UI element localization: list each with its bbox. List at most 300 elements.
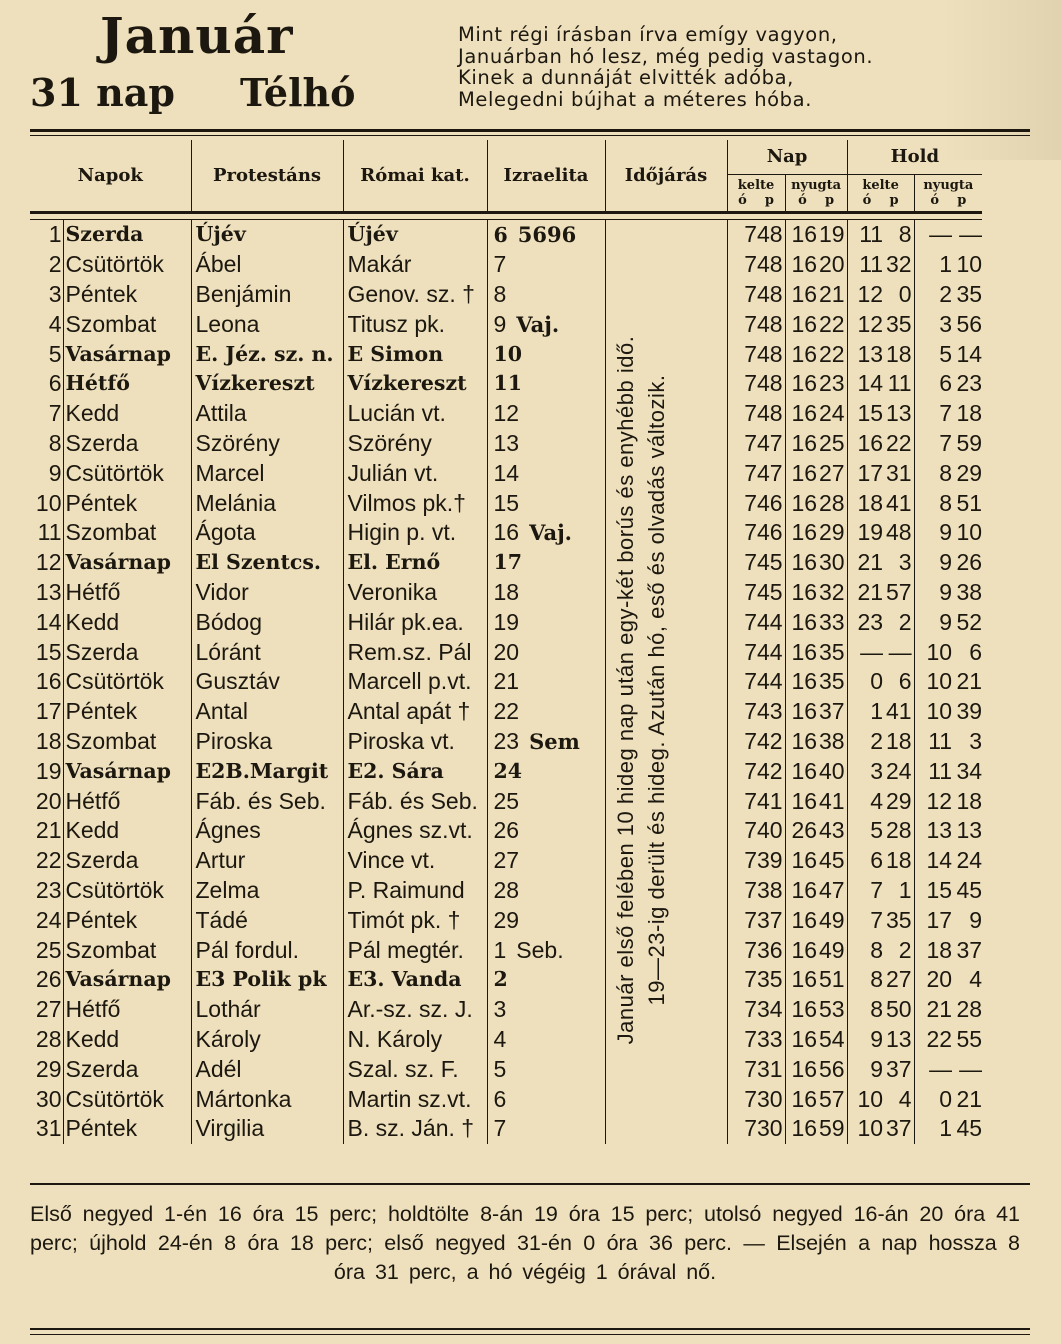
jewish-date: 9 Vaj. — [487, 310, 605, 340]
sunset-minute: 51 — [817, 965, 847, 995]
moonrise-minute: 48 — [883, 518, 914, 548]
sunset-minute: 45 — [817, 846, 847, 876]
sunrise-minute: 47 — [757, 459, 785, 489]
moonrise-minute: 37 — [883, 1055, 914, 1085]
protestant-name: E. Jéz. sz. n. — [191, 340, 343, 370]
sunrise-hour: 7 — [744, 251, 757, 278]
col-hold-nyugta: nyugta ó p — [923, 177, 974, 208]
protestant-name: Melánia — [191, 489, 343, 519]
table-row — [30, 1025, 982, 1055]
moonrise-minute: — — [883, 638, 914, 668]
sunrise-hour: 7 — [744, 966, 757, 993]
moonrise-hour: 15 — [857, 400, 884, 427]
sunrise-hour: 7 — [744, 221, 757, 247]
sunrise-minute: 39 — [757, 846, 785, 876]
catholic-name: Ágnes sz.vt. — [343, 816, 487, 846]
jewish-date: 8 — [487, 280, 605, 310]
table-bottom-rule — [30, 1183, 1030, 1185]
weather-line-1: Január első felében 10 hideg nap után egy-két borús és enyhébb idő. — [613, 335, 638, 1045]
table-row — [30, 697, 982, 727]
sunset-hour: 16 — [791, 251, 818, 278]
col-idojaras: Időjárás — [605, 140, 727, 212]
moonrise-minute: 24 — [883, 757, 914, 787]
jewish-date: 23 Sem — [487, 727, 605, 757]
moonrise-minute: 18 — [883, 846, 914, 876]
moonrise-hour: 10 — [857, 1115, 884, 1142]
day-name: Csütörtök — [63, 1085, 191, 1115]
moonset-minute: 26 — [956, 549, 983, 576]
moonrise-minute: 4 — [883, 1085, 914, 1115]
table-row — [30, 1055, 982, 1085]
table-row — [30, 1085, 982, 1115]
protestant-name: E3 Polik pk — [191, 965, 343, 995]
moonset-hour: 3 — [939, 310, 953, 337]
sunrise-minute: 47 — [757, 429, 785, 459]
moonset-hour: 9 — [939, 579, 953, 606]
sunrise-minute: 35 — [757, 965, 785, 995]
moonrise-hour: — — [860, 638, 884, 665]
sunrise-hour: 7 — [744, 996, 757, 1023]
moonrise-hour: 7 — [870, 877, 884, 904]
sunrise-hour: 7 — [744, 668, 757, 695]
moonset-hour: 17 — [926, 906, 953, 933]
moonrise-minute: 13 — [883, 1025, 914, 1055]
sunrise-hour: 7 — [744, 757, 757, 784]
moonset-minute: 34 — [956, 757, 983, 784]
jewish-date: 6 — [487, 1085, 605, 1115]
sunrise-minute: 42 — [757, 727, 785, 757]
sunrise-hour: 7 — [744, 936, 757, 963]
jewish-date: 5 — [487, 1055, 605, 1085]
jewish-date: 7 — [487, 1114, 605, 1144]
moon-phase-note: Első negyed 1-én 16 óra 15 perc; holdtölte 8-án 19 óra 15 perc; utolsó negyed 16-án 20 óra 41 perc; újhold 24-én 8 óra 18 perc; első negyed 31-én 0 óra 36 perc. — Elsején a nap hossza 8 óra 31 perc, a hó végéig 1 órával nő. — [30, 1202, 1020, 1284]
sunrise-hour: 7 — [744, 1055, 757, 1082]
catholic-name: Makár — [343, 250, 487, 280]
moonrise-hour: 17 — [857, 459, 884, 486]
sunrise-minute: 45 — [757, 578, 785, 608]
col-hold: Hold — [847, 140, 982, 174]
day-name: Hétfő — [63, 995, 191, 1025]
sunset-minute: 24 — [817, 399, 847, 429]
day-number: 6 — [30, 369, 63, 399]
sunset-hour: 16 — [791, 579, 818, 606]
sunset-hour: 16 — [791, 1115, 818, 1142]
sunset-minute: 41 — [817, 787, 847, 817]
protestant-name: Adél — [191, 1055, 343, 1085]
sunrise-hour: 7 — [744, 549, 757, 576]
moonrise-hour: 8 — [870, 936, 884, 963]
day-number: 7 — [30, 399, 63, 429]
sunset-hour: 16 — [791, 430, 818, 457]
day-name: Vasárnap — [63, 548, 191, 578]
table-row — [30, 489, 982, 519]
moonset-hour: — — [929, 221, 953, 247]
sunset-hour: 16 — [791, 221, 818, 247]
sunset-hour: 16 — [791, 906, 818, 933]
sunrise-hour: 7 — [744, 877, 757, 904]
moonset-minute: 55 — [956, 1026, 983, 1053]
sunset-minute: 47 — [817, 876, 847, 906]
col-nap: Nap — [727, 140, 847, 174]
jewish-date: 18 — [487, 578, 605, 608]
day-name: Hétfő — [63, 369, 191, 399]
protestant-name: Tádé — [191, 906, 343, 936]
moonrise-hour: 6 — [870, 847, 884, 874]
moonset-hour: 1 — [939, 251, 953, 278]
moonset-minute: 21 — [956, 1085, 983, 1112]
sunrise-minute: 42 — [757, 757, 785, 787]
day-number: 17 — [30, 697, 63, 727]
moonrise-minute: 27 — [883, 965, 914, 995]
header-double-rule — [30, 212, 982, 219]
moonset-hour: 2 — [939, 281, 953, 308]
moonrise-hour: 1 — [870, 698, 884, 725]
moonset-minute: 37 — [956, 936, 983, 963]
protestant-name: Fáb. és Seb. — [191, 787, 343, 817]
sunset-hour: 16 — [791, 489, 818, 516]
sunset-hour: 16 — [791, 638, 818, 665]
moonset-hour: 6 — [939, 370, 953, 397]
table-row — [30, 727, 982, 757]
poem-line: Mint régi írásban írva emígy vagyon, — [458, 23, 838, 46]
day-name: Csütörtök — [63, 667, 191, 697]
day-name: Péntek — [63, 906, 191, 936]
table-row — [30, 310, 982, 340]
jewish-date: 15 — [487, 489, 605, 519]
sunrise-hour: 7 — [744, 817, 757, 844]
table-row — [30, 399, 982, 429]
jewish-date: 13 — [487, 429, 605, 459]
moonrise-minute: 41 — [883, 697, 914, 727]
moonrise-hour: 9 — [870, 1026, 884, 1053]
sunset-hour: 16 — [791, 519, 818, 546]
moonrise-minute: 29 — [883, 787, 914, 817]
sunrise-minute: 36 — [757, 936, 785, 966]
moonrise-hour: 14 — [857, 370, 884, 397]
bottom-rule — [30, 1328, 1030, 1330]
sunset-hour: 16 — [791, 1085, 818, 1112]
sunset-minute: 33 — [817, 608, 847, 638]
moonset-minute: 38 — [956, 579, 983, 606]
moonset-minute: 18 — [956, 400, 983, 427]
sunset-minute: 21 — [817, 280, 847, 310]
table-row — [30, 548, 982, 578]
sunset-hour: 16 — [791, 1055, 818, 1082]
moonset-hour: 1 — [939, 1115, 953, 1142]
day-name: Csütörtök — [63, 459, 191, 489]
catholic-name: Hilár pk.ea. — [343, 608, 487, 638]
sunset-hour: 16 — [791, 847, 818, 874]
sunrise-minute: 40 — [757, 816, 785, 846]
moonset-hour: 18 — [926, 936, 953, 963]
table-row — [30, 219, 982, 250]
moonrise-minute: 22 — [883, 429, 914, 459]
day-number: 28 — [30, 1025, 63, 1055]
protestant-name: Vidor — [191, 578, 343, 608]
jewish-date: 1 Seb. — [487, 936, 605, 966]
sunset-minute: 37 — [817, 697, 847, 727]
catholic-name: Vince vt. — [343, 846, 487, 876]
sunrise-hour: 7 — [744, 1026, 757, 1053]
sunset-minute: 56 — [817, 1055, 847, 1085]
day-number: 24 — [30, 906, 63, 936]
sunset-hour: 16 — [791, 728, 818, 755]
moonrise-hour: 23 — [857, 608, 884, 635]
sunset-minute: 49 — [817, 906, 847, 936]
moonrise-hour: 0 — [870, 668, 884, 695]
catholic-name: Timót pk. † — [343, 906, 487, 936]
sunrise-hour: 7 — [744, 698, 757, 725]
protestant-name: Gusztáv — [191, 667, 343, 697]
table-row — [30, 995, 982, 1025]
jewish-date: 27 — [487, 846, 605, 876]
jewish-date: 22 — [487, 697, 605, 727]
sunset-hour: 16 — [791, 996, 818, 1023]
moonrise-hour: 19 — [857, 519, 884, 546]
moonset-minute: 52 — [956, 608, 983, 635]
jewish-date: 11 — [487, 369, 605, 399]
jewish-date: 6 5696 — [487, 219, 605, 250]
sunrise-minute: 31 — [757, 1055, 785, 1085]
moonset-minute: 9 — [969, 906, 983, 933]
month-poem — [458, 24, 873, 110]
sunrise-hour: 7 — [744, 728, 757, 755]
table-row — [30, 846, 982, 876]
moonrise-hour: 11 — [859, 221, 884, 247]
sunrise-minute: 46 — [757, 518, 785, 548]
moonset-hour: — — [929, 1055, 953, 1082]
moonset-minute: — — [959, 221, 983, 247]
sunrise-minute: 30 — [757, 1114, 785, 1144]
table-row — [30, 757, 982, 787]
moonset-hour: 9 — [939, 608, 953, 635]
moonrise-hour: 21 — [857, 579, 884, 606]
day-number: 2 — [30, 250, 63, 280]
moonset-hour: 8 — [939, 489, 953, 516]
table-row — [30, 876, 982, 906]
bottom-rule-thin — [30, 1334, 1030, 1335]
catholic-name: Antal apát † — [343, 697, 487, 727]
sunrise-hour: 7 — [744, 340, 757, 367]
sunset-hour: 16 — [791, 370, 818, 397]
moonset-minute: 59 — [956, 430, 983, 457]
catholic-name: Veronika — [343, 578, 487, 608]
sunset-hour: 16 — [791, 698, 818, 725]
moonrise-hour: 2 — [870, 728, 884, 755]
sunrise-hour: 7 — [744, 847, 757, 874]
moonrise-hour: 5 — [870, 817, 884, 844]
weather-line-2: 19—23-ig derült és hideg. Azután hó, eső és olvadás változik. — [644, 374, 669, 1006]
protestant-name: Attila — [191, 399, 343, 429]
day-name: Péntek — [63, 1114, 191, 1144]
sunset-minute: 40 — [817, 757, 847, 787]
sunset-minute: 35 — [817, 667, 847, 697]
sunset-hour: 16 — [791, 966, 818, 993]
moonset-hour: 22 — [926, 1026, 953, 1053]
sunset-minute: 29 — [817, 518, 847, 548]
table-row — [30, 340, 982, 370]
protestant-name: Mártonka — [191, 1085, 343, 1115]
sunrise-minute: 30 — [757, 1085, 785, 1115]
moonset-minute: 23 — [956, 370, 983, 397]
moonset-minute: 18 — [956, 787, 983, 814]
col-hold-kelte: kelte ó p — [847, 174, 914, 212]
jewish-note: Vaj. — [516, 311, 560, 337]
day-number: 11 — [30, 518, 63, 548]
day-name: Szerda — [63, 846, 191, 876]
moonrise-minute: 28 — [883, 816, 914, 846]
moonset-hour: 14 — [926, 847, 953, 874]
moonset-hour: 13 — [926, 817, 953, 844]
sunrise-minute: 48 — [757, 340, 785, 370]
jewish-date: 16 Vaj. — [487, 518, 605, 548]
weather-column — [600, 210, 720, 1170]
sunset-hour: 16 — [791, 608, 818, 635]
moonset-minute: 4 — [969, 966, 983, 993]
protestant-name: E2B.Margit — [191, 757, 343, 787]
table-row — [30, 787, 982, 817]
protestant-name: Ágota — [191, 518, 343, 548]
poem-line: Januárban hó lesz, még pedig vastagon. — [458, 44, 874, 68]
sunrise-hour: 7 — [744, 310, 757, 337]
table-row — [30, 608, 982, 638]
catholic-name: Genov. sz. † — [343, 280, 487, 310]
day-number: 3 — [30, 280, 63, 310]
sunrise-minute: 33 — [757, 1025, 785, 1055]
moonrise-minute: 41 — [883, 489, 914, 519]
day-number: 5 — [30, 340, 63, 370]
moonrise-minute: 35 — [883, 906, 914, 936]
sunrise-hour: 7 — [744, 638, 757, 665]
catholic-name: P. Raimund — [343, 876, 487, 906]
poem-line: Kinek a dunnáját elvitték adóba, — [458, 66, 794, 89]
page-bleed — [941, 0, 1061, 160]
sunrise-minute: 37 — [757, 906, 785, 936]
moonrise-hour: 12 — [857, 281, 884, 308]
protestant-name: Lóránt — [191, 638, 343, 668]
protestant-name: Benjámin — [191, 280, 343, 310]
table-row — [30, 369, 982, 399]
moonset-hour: 20 — [926, 966, 953, 993]
day-name: Kedd — [63, 816, 191, 846]
moonset-minute: 45 — [956, 877, 983, 904]
table-row — [30, 459, 982, 489]
catholic-name: Vízkereszt — [343, 369, 487, 399]
weather-text — [610, 210, 710, 1170]
month-days: 31 nap — [30, 70, 175, 115]
moonset-hour: 5 — [939, 340, 953, 367]
moonset-minute: 10 — [956, 251, 983, 278]
day-number: 14 — [30, 608, 63, 638]
sunset-minute: 30 — [817, 548, 847, 578]
sunrise-minute: 44 — [757, 667, 785, 697]
table-row — [30, 578, 982, 608]
jewish-note: Vaj. — [529, 520, 572, 546]
day-name: Kedd — [63, 399, 191, 429]
sunrise-minute: 48 — [757, 399, 785, 429]
catholic-name: E2. Sára — [343, 757, 487, 787]
day-name: Péntek — [63, 489, 191, 519]
moonrise-minute: 18 — [883, 727, 914, 757]
day-number: 18 — [30, 727, 63, 757]
sunrise-minute: 48 — [757, 310, 785, 340]
sunset-minute: 35 — [817, 638, 847, 668]
day-name: Szerda — [63, 429, 191, 459]
jewish-date: 3 — [487, 995, 605, 1025]
protestant-name: Bódog — [191, 608, 343, 638]
sunset-minute: 22 — [817, 340, 847, 370]
moonset-minute: 24 — [956, 847, 983, 874]
moonset-hour: 9 — [939, 549, 953, 576]
moonrise-minute: 8 — [883, 219, 914, 250]
protestant-name: Szörény — [191, 429, 343, 459]
jewish-date: 2 — [487, 965, 605, 995]
jewish-date: 26 — [487, 816, 605, 846]
day-number: 8 — [30, 429, 63, 459]
catholic-name: Lucián vt. — [343, 399, 487, 429]
sunset-hour: 16 — [791, 340, 818, 367]
moonrise-minute: 2 — [883, 608, 914, 638]
sunrise-hour: 7 — [744, 400, 757, 427]
sunset-minute: 38 — [817, 727, 847, 757]
sunset-minute: 23 — [817, 369, 847, 399]
moonset-hour: 8 — [939, 459, 953, 486]
moonrise-hour: 4 — [870, 787, 884, 814]
moonset-minute: 56 — [956, 310, 983, 337]
moonset-hour: 7 — [939, 400, 953, 427]
moonrise-hour: 12 — [857, 310, 884, 337]
catholic-name: Szal. sz. F. — [343, 1055, 487, 1085]
moonrise-minute: 57 — [883, 578, 914, 608]
sunrise-minute: 34 — [757, 995, 785, 1025]
sunrise-hour: 7 — [744, 519, 757, 546]
day-number: 25 — [30, 936, 63, 966]
moonset-hour: 10 — [926, 668, 953, 695]
catholic-name: E Simon — [343, 340, 487, 370]
moonset-hour: 11 — [928, 757, 953, 784]
month-alt-name: Télhó — [240, 70, 356, 115]
moonset-minute: — — [959, 1055, 983, 1082]
sunrise-minute: 38 — [757, 876, 785, 906]
sunrise-hour: 7 — [744, 787, 757, 814]
day-name: Csütörtök — [63, 876, 191, 906]
moonrise-minute: 1 — [883, 876, 914, 906]
day-name: Szombat — [63, 310, 191, 340]
catholic-name: Ar.-sz. sz. J. — [343, 995, 487, 1025]
protestant-name: Pál fordul. — [191, 936, 343, 966]
sunset-minute: 49 — [817, 936, 847, 966]
catholic-name: Julián vt. — [343, 459, 487, 489]
day-number: 19 — [30, 757, 63, 787]
moonset-hour: 0 — [939, 1085, 953, 1112]
moonset-hour: 10 — [926, 698, 953, 725]
sunset-minute: 57 — [817, 1085, 847, 1115]
col-izraelita: Izraelita — [487, 140, 605, 212]
catholic-name: Rem.sz. Pál — [343, 638, 487, 668]
day-name: Vasárnap — [63, 965, 191, 995]
moonrise-hour: 8 — [870, 966, 884, 993]
day-name: Hétfő — [63, 578, 191, 608]
sunrise-hour: 7 — [744, 430, 757, 457]
table-row — [30, 429, 982, 459]
protestant-name: Marcel — [191, 459, 343, 489]
moonrise-hour: 10 — [857, 1085, 884, 1112]
moonrise-minute: 6 — [883, 667, 914, 697]
day-name: Vasárnap — [63, 340, 191, 370]
day-number: 23 — [30, 876, 63, 906]
day-number: 9 — [30, 459, 63, 489]
sunset-hour: 16 — [791, 549, 818, 576]
